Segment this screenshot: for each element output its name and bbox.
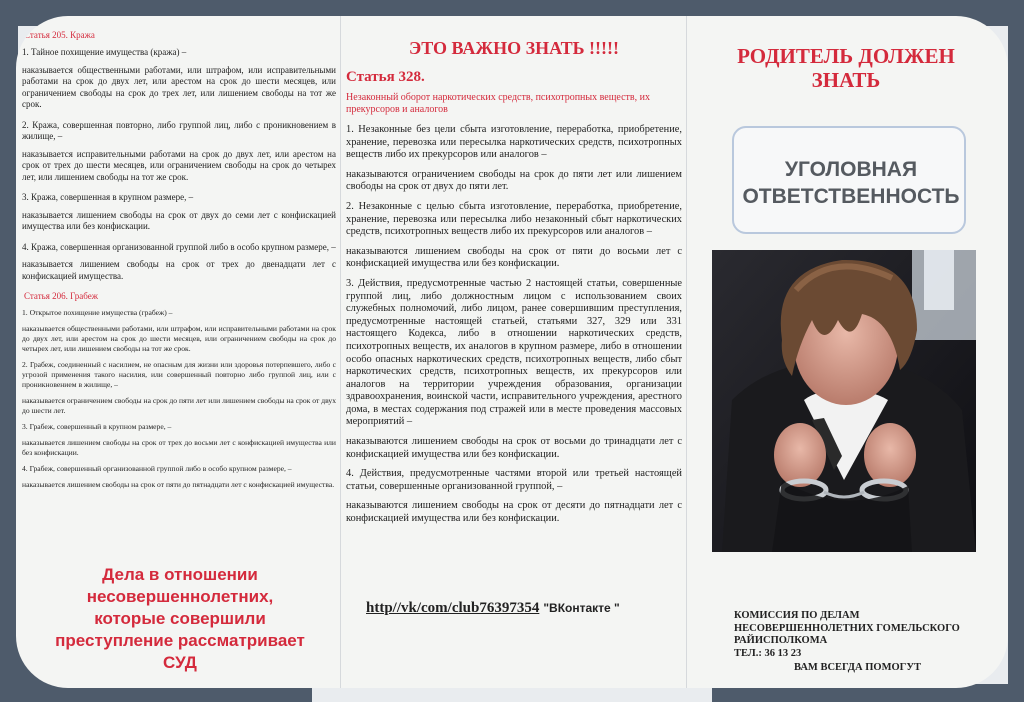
fold-line <box>340 16 341 688</box>
photo-illustration <box>712 250 976 552</box>
title-line: РОДИТЕЛЬ ДОЛЖЕН <box>737 44 955 68</box>
brochure-sheet <box>16 16 1008 688</box>
title-line: ЗНАТЬ <box>811 68 881 92</box>
commission-contact <box>734 610 994 675</box>
vk-link-suffix: "ВКонтакте " <box>543 601 620 615</box>
vk-link[interactable]: http//vk/com/club76397354 <box>366 600 540 616</box>
article-206-part: 4. Грабеж, совершенный организованной группой либо в особо крупном размере, – <box>22 464 292 473</box>
court-notice-line: СУД <box>163 653 197 672</box>
court-notice-line: несовершеннолетних, <box>86 587 274 606</box>
responsibility-line: ОТВЕТСТВЕННОСТЬ <box>742 185 960 208</box>
important-heading: ЭТО ВАЖНО ЗНАТЬ !!!!! <box>409 38 619 58</box>
article-205-part: 2. Кража, совершенная повторно, либо группой лиц, либо с проникновением в жилище, – <box>22 119 336 141</box>
article-206-penalty: наказывается лишением свободы на срок от пяти до пятнадцати лет с конфискацией имущества. <box>22 480 335 489</box>
article-205-part: 4. Кража, совершенная организованной группой либо в особо крупном размере, – <box>22 241 336 252</box>
article-206-heading: Статья 206. Грабеж <box>24 291 98 301</box>
article-205-text <box>22 47 336 282</box>
article-328-penalty: наказываются лишением свободы на срок от пяти до восьми лет с конфискацией имущества или без конфискации. <box>346 245 682 270</box>
article-205-part: 1. Тайное похищение имущества (кража) – <box>22 47 187 57</box>
court-notice-line: которые совершили <box>94 609 266 628</box>
criminal-responsibility-box <box>732 126 966 234</box>
article-205-heading: Статья 205. Кража <box>24 30 95 40</box>
article-206-part: 3. Грабеж, совершенный в крупном размере, – <box>22 422 172 431</box>
article-328-part: 4. Действия, предусмотренные частями второй или третьей настоящей статьи, совершенные организованной группой, – <box>346 468 682 492</box>
article-205-penalty: наказывается лишением свободы на срок от трех до двенадцати лет с конфискацией имущества. <box>22 259 336 281</box>
court-notice-line: преступление рассматривает <box>55 631 305 650</box>
article-206-penalty: наказывается ограничением свободы на срок до пяти лет или лишением свободы на срок от двух до шести лет. <box>22 396 336 415</box>
commission-line: РАЙИСПОЛКОМА <box>734 635 828 646</box>
article-328-penalty: наказываются ограничением свободы на срок до пяти лет или лишением свободы на срок от двух до пяти лет. <box>346 168 682 193</box>
article-328-penalty: наказываются лишением свободы на срок от восьми до тринадцати лет с конфискацией имущества или без конфискации. <box>346 436 682 460</box>
commission-line: КОМИССИЯ ПО ДЕЛАМ <box>734 610 860 621</box>
criminal-responsibility-text <box>734 156 968 210</box>
article-205-penalty: наказывается общественными работами, или штрафом, или исправительными работами на срок до двух лет, или арестом на срок до шести месяцев, или ограничением свободы на срок до трех лет, или лишением свободы на тот же срок. <box>22 64 336 109</box>
article-205-part: 3. Кража, совершенная в крупном размере, – <box>22 192 194 202</box>
article-206-text <box>22 308 336 490</box>
article-328-part: 1. Незаконные без цели сбыта изготовление, переработка, приобретение, хранение, перевозка или пересылка наркотических средств, психотропных веществ либо их прекурсоров или аналогов – <box>346 124 682 161</box>
frame-band-right <box>1008 0 1024 702</box>
article-206-part: 1. Открытое похищение имущества (грабеж) – <box>22 308 173 317</box>
responsibility-line: УГОЛОВНАЯ <box>784 158 918 181</box>
article-328-part: 3. Действия, предусмотренные частью 2 настоящей статьи, совершенные группой лиц, либо должностным лицом с использованием своих служебных полномочий, либо лицом, ранее совершившим преступления, предусмотренные настоящей статьей, статьями 327, 329 или 331 настоящего Кодекса, либо в отношении наркотических средств, психотропных веществ, их аналогов в крупном размере, либо в отношении особо опасных наркотических средств, психотропных веществ, либо сбыт наркотических средств, психотропных веществ, их прекурсоров или аналогов на территории учреждения образования, организации здравоохранения, воинской части, исправительного учреждения, арестного дома, в местах содержания под стражей или в месте проведения массовых мероприятий – <box>346 277 682 428</box>
left-panel <box>22 16 336 672</box>
court-notice-line: Дела в отношении <box>102 565 258 584</box>
article-328-part: 2. Незаконные с целью сбыта изготовление, переработка, приобретение, хранение, перевозка или пересылка либо незаконный сбыт наркотических средств, психотропных веществ либо их прекурсоров или аналогов – <box>346 200 682 238</box>
middle-panel <box>346 16 682 616</box>
parent-must-know-title <box>696 44 996 92</box>
article-328-penalty: наказываются лишением свободы на срок от десяти до пятнадцати лет с конфискацией имущества или без конфискации. <box>346 500 682 525</box>
article-328-subtitle: Незаконный оборот наркотических средств, психотропных веществ, их прекурсоров и аналогов <box>346 92 650 115</box>
article-205-penalty: наказывается исправительными работами на срок до двух лет, или арестом на срок от трех до шести месяцев, или ограничением свободы на срок до четырех лет, или лишением свободы на тот же срок. <box>22 148 336 182</box>
court-notice <box>22 564 338 674</box>
help-message: ВАМ ВСЕГДА ПОМОГУТ <box>794 662 922 673</box>
commission-line: НЕСОВЕРШЕННОЛЕТНИХ ГОМЕЛЬСКОГО <box>734 622 960 634</box>
vk-link-line <box>366 600 620 617</box>
handcuffed-teen-photo <box>712 250 976 552</box>
article-328-heading: Статья 328. <box>346 69 425 85</box>
commission-phone: ТЕЛ.: 36 13 23 <box>734 647 802 659</box>
fold-line <box>686 16 687 688</box>
article-206-part: 2. Грабеж, соединенный с насилием, не опасным для жизни или здоровья потерпевшего, либо с угрозой применения такого насилия, или совершенный повторно либо группой лиц, или с проникновением в жилище, – <box>22 360 336 389</box>
right-panel <box>696 16 996 688</box>
article-206-penalty: наказывается общественными работами, или штрафом, или исправительными работами на срок до двух лет, или арестом на срок до шести месяцев, или ограничением свободы на срок до четырех лет, или лишением свободы на тот же срок. <box>22 324 336 353</box>
article-206-penalty: наказывается лишением свободы на срок от трех до восьми лет с конфискацией имущества или без конфискации. <box>22 438 336 457</box>
article-205-penalty: наказывается лишением свободы на срок от двух до семи лет с конфискацией имущества или без конфискации. <box>22 209 336 231</box>
article-328-text <box>346 124 682 526</box>
